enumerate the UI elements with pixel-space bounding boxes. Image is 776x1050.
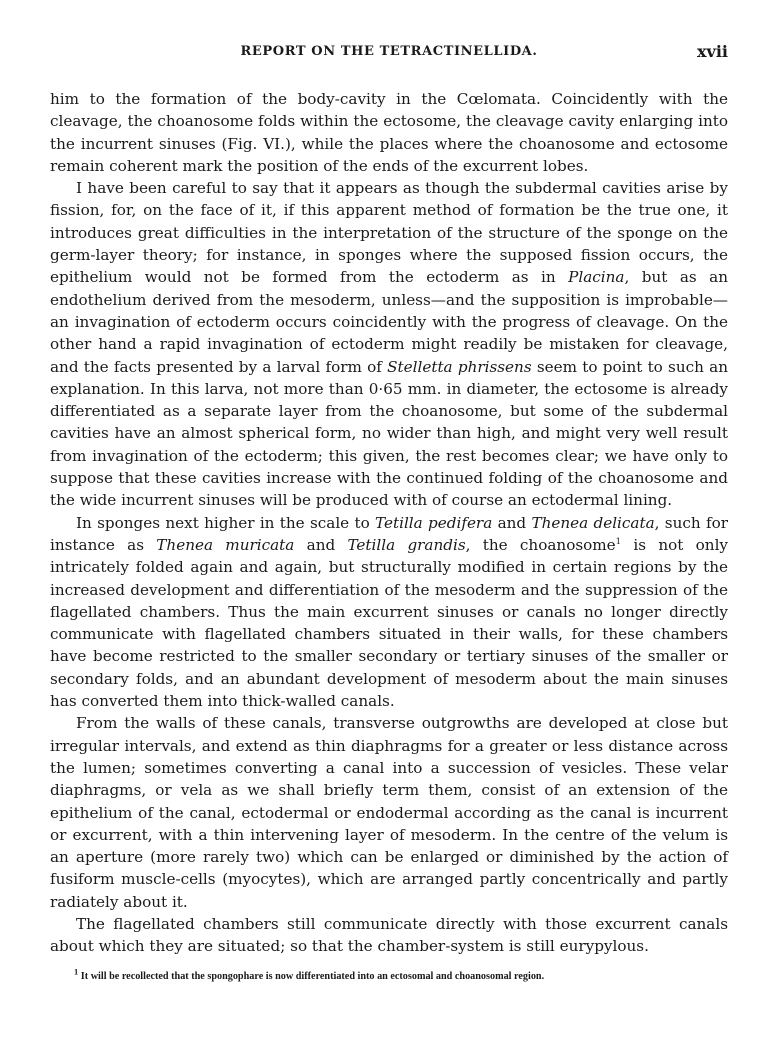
paragraph [50,177,728,511]
paragraph [50,88,728,177]
italic-term: Thenea delicata [531,513,655,532]
text-run: The flagellated chambers still communicate directly with those excurrent canals about which they are situated; so that the chamber-system is still eurypylous. [50,914,728,956]
paragraph [50,712,728,913]
italic-term: Thenea muricata [156,535,295,554]
text-run: , but as an endothelium derived from the mesoderm, unless—and the supposition is improbable—an invagination of ectoderm occurs coincidently with the progress of cleavage. On the other hand a rapid invagination of ectoderm might readily be mistaken for cleavage, and the facts presented by a larval form of [50,268,728,376]
text-run: is not only intricately folded again and again, but structurally modified in certain regions by the increased development and differentiation of the mesoderm and the suppression of the flagellated chambers. Thus the main excurrent sinuses or canals no longer directly communicate with flagellated chambers situated in their walls, for these chambers have become restricted to the smaller secondary or tertiary sinuses of the smaller or secondary folds, and an abundant development of mesoderm about the main sinuses has converted them into thick-walled canals. [50,535,729,711]
footnote [74,966,728,984]
italic-term: Stelletta phrissens [387,357,532,376]
text-run: and [492,513,532,532]
footnote-marker: 1 [74,966,79,977]
text-run: seem to point to such an explanation. In this larva, not more than 0·65 mm. in diameter, the ectosome is already differentiated as a separate layer from the choanosome, but some of the subdermal cavities have an almost spherical form, no wider than high, and might very well result from invagination of the ectoderm; this given, the rest becomes clear; we have only to suppose that these cavities increase with the continued folding of the choanosome and the wide incurrent sinuses will be produced with of course an ectodermal lining. [50,357,728,510]
text-run: I have been careful to say that it appears as though the subdermal cavities arise by fission, for, on the face of it, if this apparent method of formation be the true one, it introduces great difficulties in the interpretation of the structure of the sponge on the germ-layer theory; for instance, in sponges where the supposed fission occurs, the epithelium would not be formed from the ectoderm as in [50,179,728,287]
footnote-reference: 1 [615,536,622,547]
running-header [50,44,728,66]
text-run: , such for instance as [50,513,728,554]
text-run: , the choanosome [465,535,616,554]
paragraph [50,512,728,713]
text-run: and [294,535,348,554]
footnote-text: It will be recollected that the spongophare is now differentiated into an ectosomal and choanosomal region. [78,971,545,982]
italic-term: Tetilla grandis [347,535,466,554]
text-run: In sponges next higher in the scale to [76,513,376,532]
italic-term: Tetilla pedifera [375,513,493,532]
text-run: From the walls of these canals, transverse outgrowths are developed at close but irregular intervals, and extend as thin diaphragms for a greater or less distance across the lumen; sometimes converting a canal into a succession of vesicles. These velar diaphragms, or vela as we shall briefly term them, consist of an extension of the epithelium of the canal, ectodermal or endodermal according as the canal is incurrent or excurrent, with a thin intervening layer of mesoderm. In the centre of the velum is an aperture (more rarely two) which can be enlarged or diminished by the action of fusiform muscle-cells (myocytes), which are arranged partly concentrically and partly radiately about it. [50,714,728,911]
italic-term: Placina [568,268,625,287]
page-number: xvii [697,42,728,61]
body-text [50,88,728,958]
paragraph [50,913,728,958]
text-run: him to the formation of the body-cavity in the Cœlomata. Coincidently with the cleavage, the choanosome folds within the ectosome, the cleavage cavity enlarging into the incurrent sinuses (Fig. VI.), while the places where the choanosome and ectosome remain coherent mark the position of the ends of the excurrent lobes. [50,90,728,175]
running-title: REPORT ON THE TETRACTINELLIDA. [240,44,538,59]
